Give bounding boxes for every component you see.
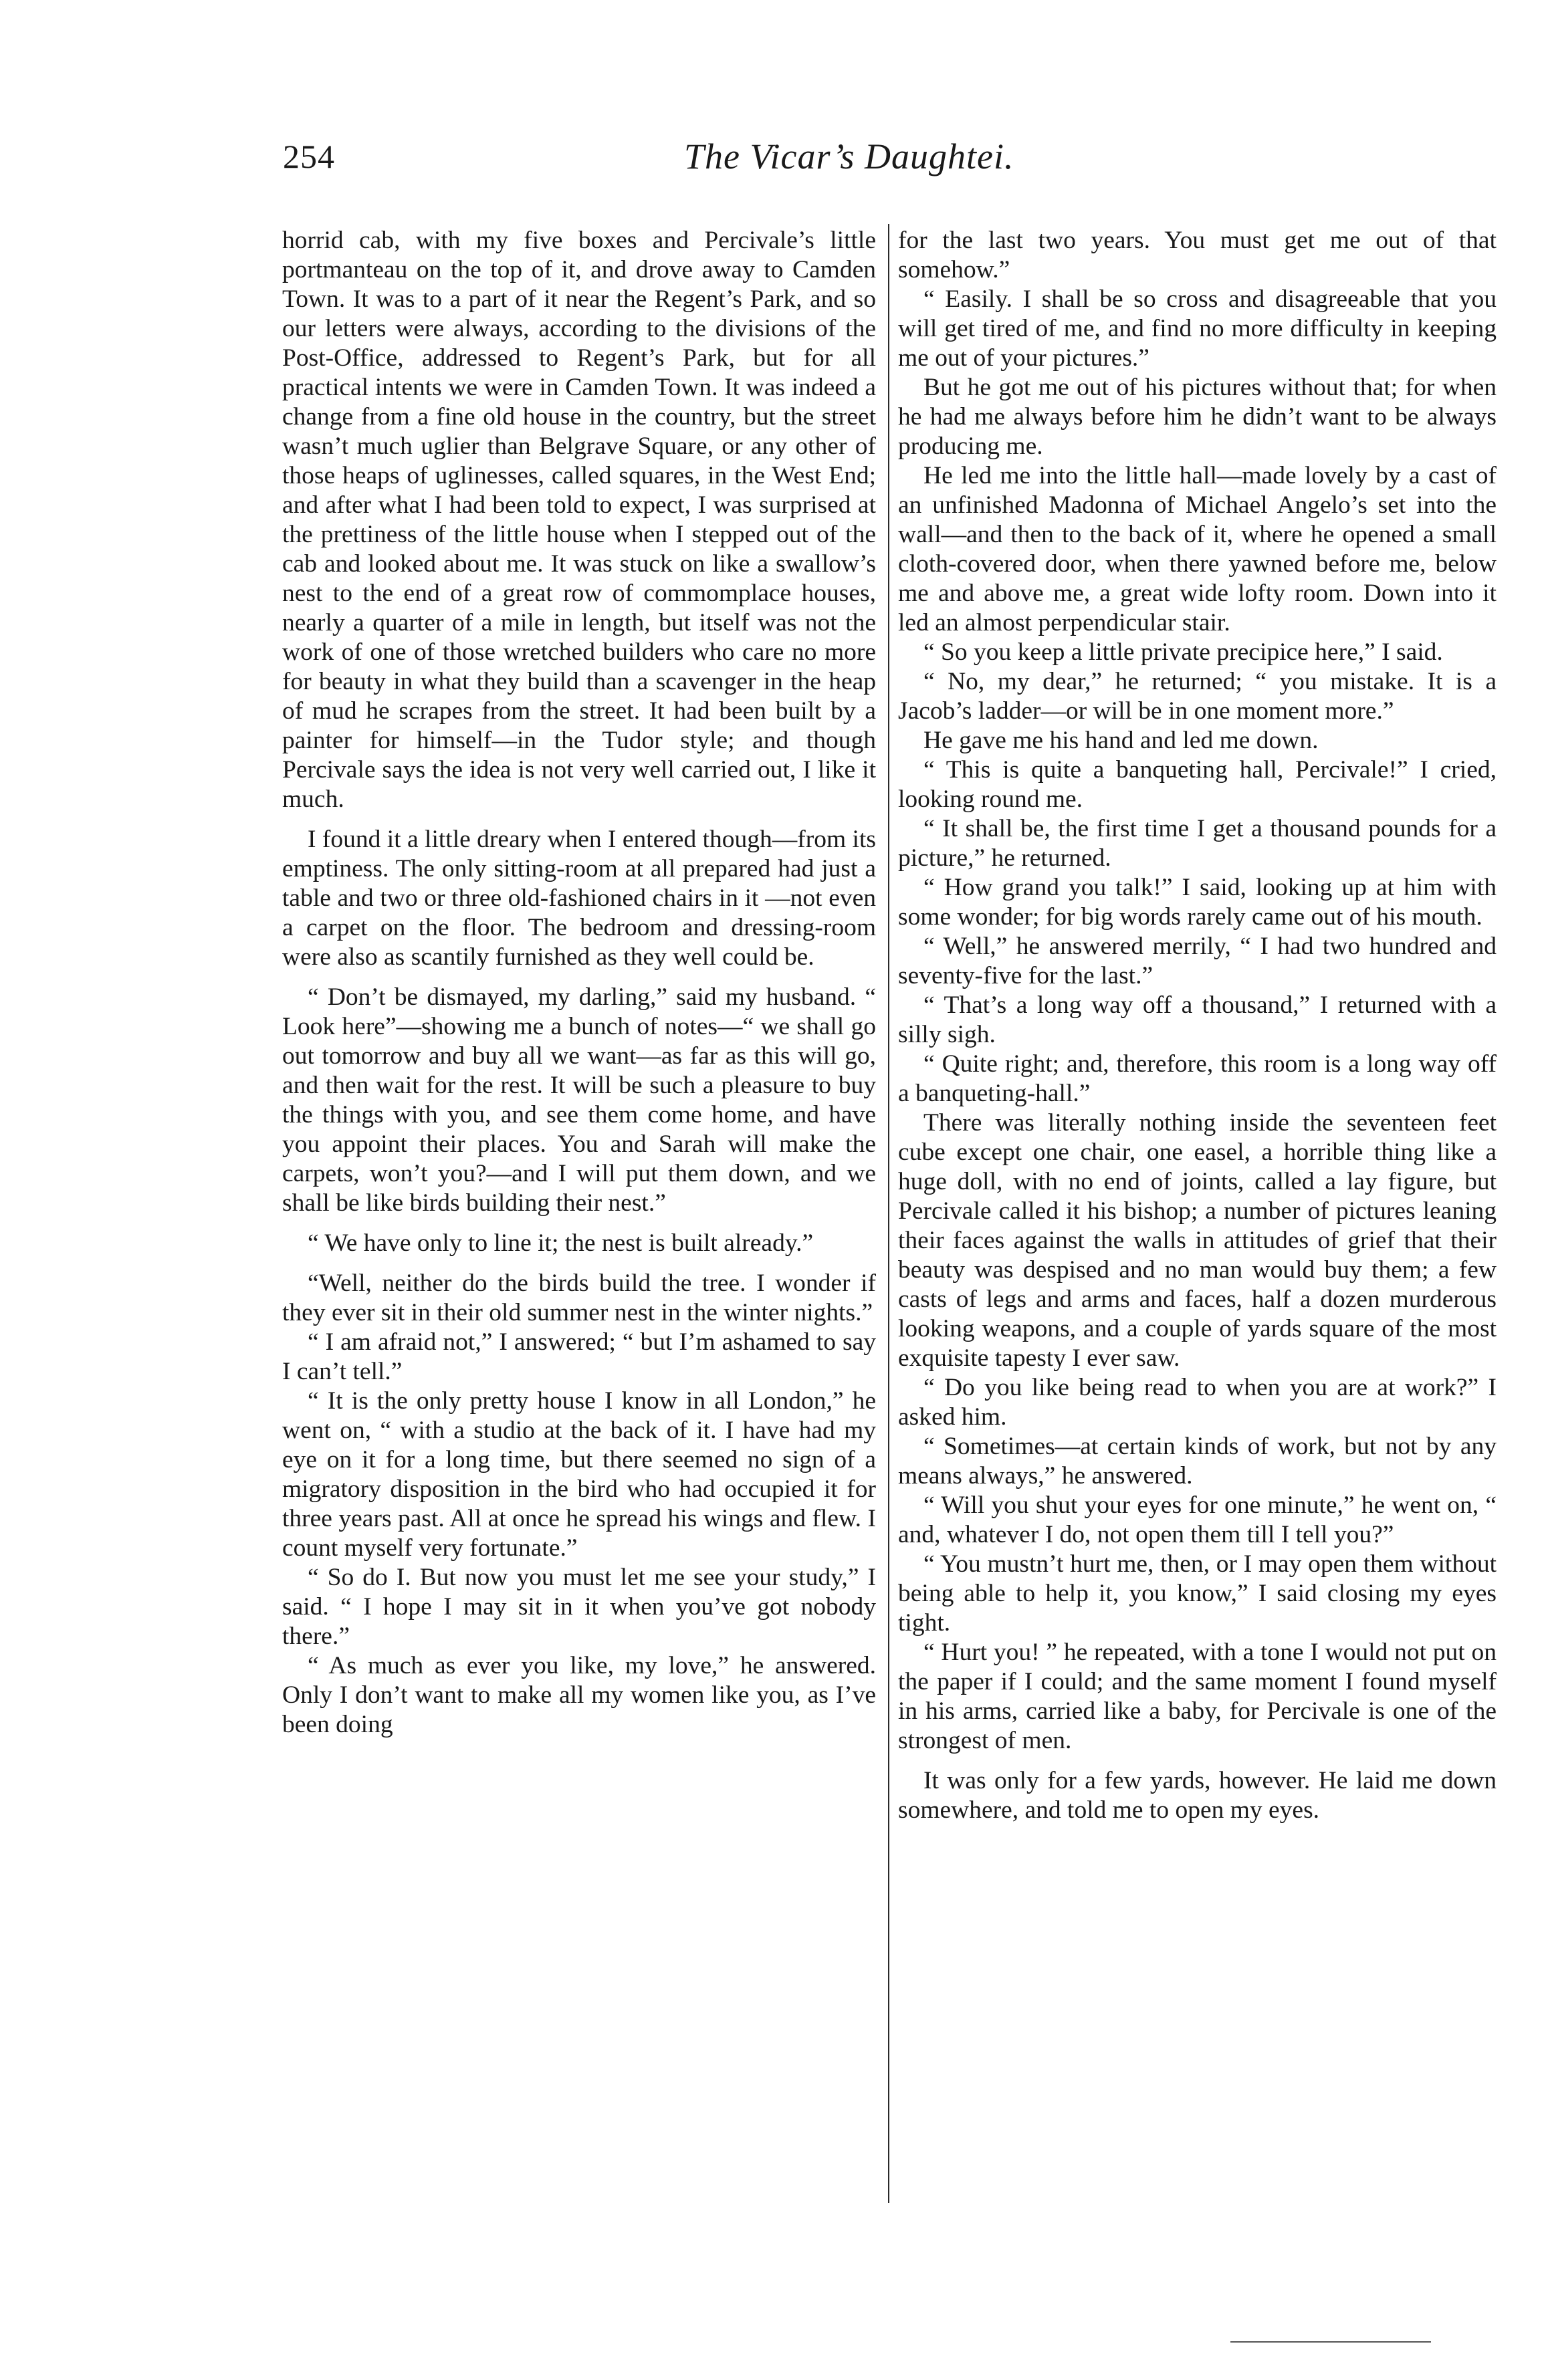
paragraph: for the last two years. You must get me out of that somehow.” (898, 227, 1497, 283)
paragraph: “ Easily. I shall be so cross and disagreeable that you will get tired of me, and find no more difficulty in keeping me out of your pictures.” (898, 285, 1497, 372)
paragraph: “ We have only to line it; the nest is built already.” (308, 1229, 814, 1257)
page-header (283, 137, 1497, 191)
paragraph: “ Do you like being read to when you are at work?” I asked him. (898, 1374, 1497, 1431)
column-divider (888, 224, 889, 2203)
paragraph: “ Sometimes—at certain kinds of work, but not by any means always,” he answered. (898, 1433, 1497, 1490)
paragraph: “ This is quite a banqueting hall, Percivale!” I cried, looking round me. (898, 756, 1497, 813)
paragraph: “ It is the only pretty house I know in all London,” he went on, “ with a studio at the back of it. I have had my eye on it for a long time, but there seemed no sign of a migratory disposition in the bird who had occupied it for three years past. All at once he spread his wings and flew. I count myself very fortunate.” (282, 1387, 876, 1562)
paragraph: There was literally nothing inside the seventeen feet cube except one chair, one easel, a horrible thing like a huge doll, with no end of joints, called a lay figure, but Percivale called it his bishop; a number of pictures leaning their faces against the walls in attitudes of grief that their beauty was despised and no man would buy them; a few casts of legs and arms and faces, half a dozen murderous looking weapons, and a couple of yards square of the most exquisite tapesty I ever saw. (898, 1109, 1497, 1372)
paragraph: “Well, neither do the birds build the tree. I wonder if they ever sit in their old summer nest in the winter nights.” (282, 1270, 876, 1326)
paragraph: “ That’s a long way off a thousand,” I returned with a silly sigh. (898, 991, 1497, 1048)
paragraph: But he got me out of his pictures without that; for when he had me always before him he didn’t want to be always producing me. (898, 374, 1497, 460)
paragraph: “ Don’t be dismayed, my darling,” said my husband. “ Look here”—showing me a bunch of notes—“ we shall go out tomorrow and buy all we want—as far as this will go, and then wait for the rest. It will be such a pleasure to buy the things with you, and see them come home, and have you appoint their places. You and Sarah will make the carpets, won’t you?—and I will put them down, and we shall be like birds building their nest.” (282, 983, 876, 1217)
running-title: The Vicar’s Daughtei. (684, 136, 1014, 176)
footer-rule (1230, 2341, 1431, 2343)
right-column (898, 226, 1497, 1825)
paragraph: “ So do I. But now you must let me see your study,” I said. “ I hope I may sit in it when you’ve got nobody there.” (282, 1564, 876, 1650)
paragraph: “ As much as ever you like, my love,” he answered. Only I don’t want to make all my women like you, as I’ve been doing (282, 1652, 876, 1738)
paragraph: “ It shall be, the first time I get a thousand pounds for a picture,” he returned. (898, 815, 1497, 872)
paragraph: “ Hurt you! ” he repeated, with a tone I would not put on the paper if I could; and the same moment I found myself in his arms, carried like a baby, for Percivale is one of the strongest of men. (898, 1639, 1497, 1754)
left-column (282, 226, 876, 1740)
paragraph: “ I am afraid not,” I answered; “ but I’m ashamed to say I can’t tell.” (282, 1328, 876, 1385)
paragraph: He led me into the little hall—made lovely by a cast of an unfinished Madonna of Michael Angelo’s set into the wall—and then to the back of it, where he opened a small cloth-covered door, when there yawned before me, below me and above me, a great wide lofty room. Down into it led an almost perpendicular stair. (898, 462, 1497, 636)
paragraph: He gave me his hand and led me down. (923, 727, 1319, 754)
paragraph: “ Well,” he answered merrily, “ I had two hundred and seventy-five for the last.” (898, 933, 1497, 989)
paragraph: “ So you keep a little private precipice here,” I said. (923, 638, 1443, 666)
paragraph: “ Quite right; and, therefore, this room is a long way off a banqueting-hall.” (898, 1050, 1497, 1107)
paragraph: “ Will you shut your eyes for one minute,” he went on, “ and, whatever I do, not open them till I tell you?” (898, 1492, 1497, 1548)
paragraph: “ How grand you talk!” I said, looking up at him with some wonder; for big words rarely came out of his mouth. (898, 874, 1497, 931)
page-number: 254 (283, 138, 335, 175)
paragraph: It was only for a few yards, however. He laid me down somewhere, and told me to open my eyes. (898, 1767, 1497, 1824)
paragraph: horrid cab, with my five boxes and Percivale’s little portmanteau on the top of it, and drove away to Camden Town. It was to a part of it near the Regent’s Park, and so our letters were always, according to the divisions of the Post-Office, addressed to Regent’s Park, but for all practical intents we were in Camden Town. It was indeed a change from a fine old house in the country, but the street wasn’t much uglier than Belgrave Square, or any other of those heaps of uglinesses, called squares, in the West End; and after what I had been told to expect, I was surprised at the prettiness of the little house when I stepped out of the cab and looked about me. It was stuck on like a swallow’s nest to the end of a great row of commomplace houses, nearly a quarter of a mile in length, but itself was not the work of one of those wretched builders who care no more for beauty in what they build than a scavenger in the heap of mud he scrapes from the street. It had been built by a painter for himself—in the Tudor style; and though Percivale says the idea is not very well carried out, I like it much. (282, 227, 876, 813)
paragraph: “ You mustn’t hurt me, then, or I may open them without being able to help it, you know,” I said closing my eyes tight. (898, 1550, 1497, 1637)
paragraph: I found it a little dreary when I entered though—from its emptiness. The only sitting-room at all prepared had just a table and two or three old-fashioned chairs in it —not even a carpet on the floor. The bedroom and dressing-room were also as scantily furnished as they well could be. (282, 826, 876, 971)
paragraph: “ No, my dear,” he returned; “ you mistake. It is a Jacob’s ladder—or will be in one moment more.” (898, 668, 1497, 725)
